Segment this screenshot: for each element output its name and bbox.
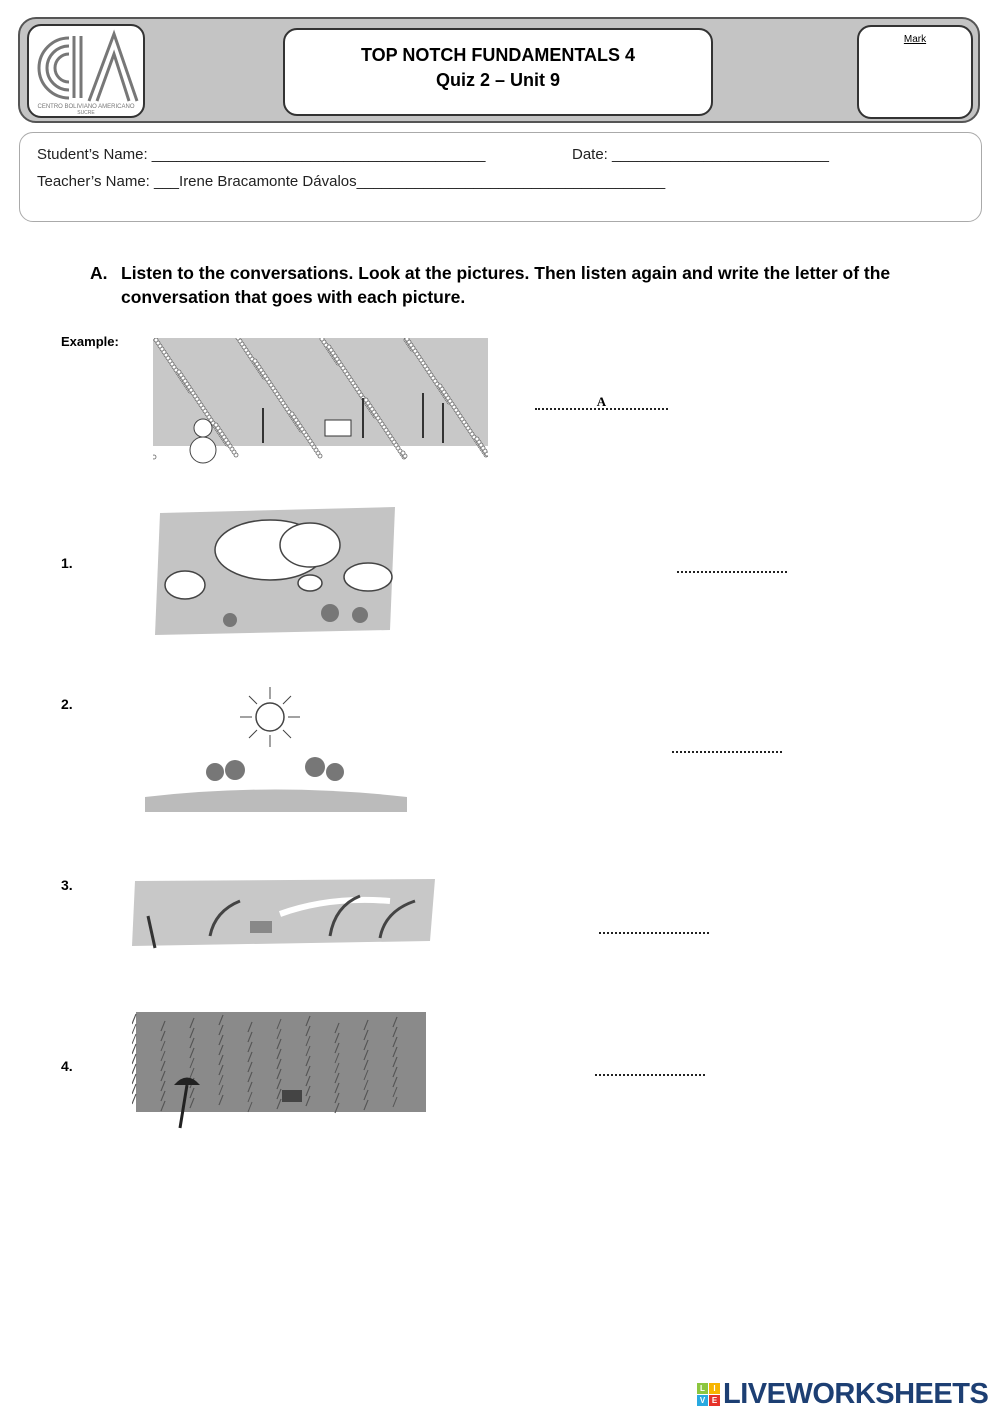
section-number: A. [90, 263, 108, 283]
answer-blank-2[interactable] [672, 737, 782, 753]
snowflake [401, 451, 405, 455]
snowy-picture [153, 338, 488, 466]
title-line2: Quiz 2 – Unit 9 [435, 70, 561, 90]
badge-letter: E [709, 1395, 720, 1406]
date-field[interactable]: Date: __________________________ [572, 146, 829, 163]
badge-letter: I [709, 1383, 720, 1394]
windy-picture [130, 876, 438, 956]
example-answer: A [535, 394, 668, 410]
snowflake [364, 398, 368, 402]
raindrop [132, 1064, 136, 1074]
snowflake [154, 338, 158, 342]
badge-letter: V [697, 1395, 708, 1406]
instruction-text: Listen to the conversations. Look at the pictures. Then listen again and write the letter of the conversation that goes with each picture. [121, 263, 891, 307]
item-number-3: 3. [61, 877, 73, 893]
mark-label: Mark [903, 34, 927, 45]
snowflake [290, 412, 294, 416]
raindrop [132, 1044, 136, 1054]
cloudy-picture [150, 505, 400, 637]
cba-logo [27, 24, 145, 118]
raindrop [132, 1074, 136, 1084]
item-number-1: 1. [61, 555, 73, 571]
raindrop [132, 1034, 136, 1044]
snowflake [320, 338, 324, 341]
rainy-picture [132, 1010, 427, 1132]
title-box [283, 28, 713, 116]
snowflake [405, 338, 409, 341]
item-number-2: 2. [61, 696, 73, 712]
raindrop [132, 1054, 136, 1064]
answer-blank-1[interactable] [677, 557, 787, 573]
title-line1: TOP NOTCH FUNDAMENTALS 4 [360, 45, 635, 65]
student-name-field[interactable]: Student’s Name: ________________________________________ [37, 146, 486, 163]
snowflake [177, 370, 181, 374]
snowflake [153, 455, 156, 459]
example-label: Example: [61, 334, 119, 349]
raindrop [132, 1014, 136, 1024]
sunny-picture [145, 682, 407, 814]
snowflake [214, 423, 218, 427]
brand-text: LIVEWORKSHEETS [723, 1378, 989, 1410]
snowflake [438, 384, 442, 388]
badge-letter: L [697, 1383, 708, 1394]
snowflake [253, 359, 257, 363]
snowflake [236, 338, 240, 340]
answer-blank-3[interactable] [599, 918, 709, 934]
live-badge-icon [697, 1383, 720, 1406]
svg-text:CENTRO BOLIVIANO AMERICANO: CENTRO BOLIVIANO AMERICANO [37, 104, 135, 110]
teacher-name-field: Teacher’s Name: ___Irene Bracamonte Dávalos_____________________________________ [37, 173, 666, 190]
raindrop [132, 1084, 136, 1094]
snowflake [475, 437, 479, 441]
mark-box [857, 25, 973, 119]
snowflake [327, 345, 331, 349]
answer-blank-4[interactable] [595, 1060, 705, 1076]
section-a-instruction [90, 261, 910, 309]
item-number-4: 4. [61, 1058, 73, 1074]
raindrop [132, 1024, 136, 1034]
raindrop [132, 1094, 136, 1104]
liveworksheets-logo [697, 1378, 988, 1411]
svg-text:SUCRE: SUCRE [77, 110, 95, 116]
student-info-box [19, 132, 982, 222]
